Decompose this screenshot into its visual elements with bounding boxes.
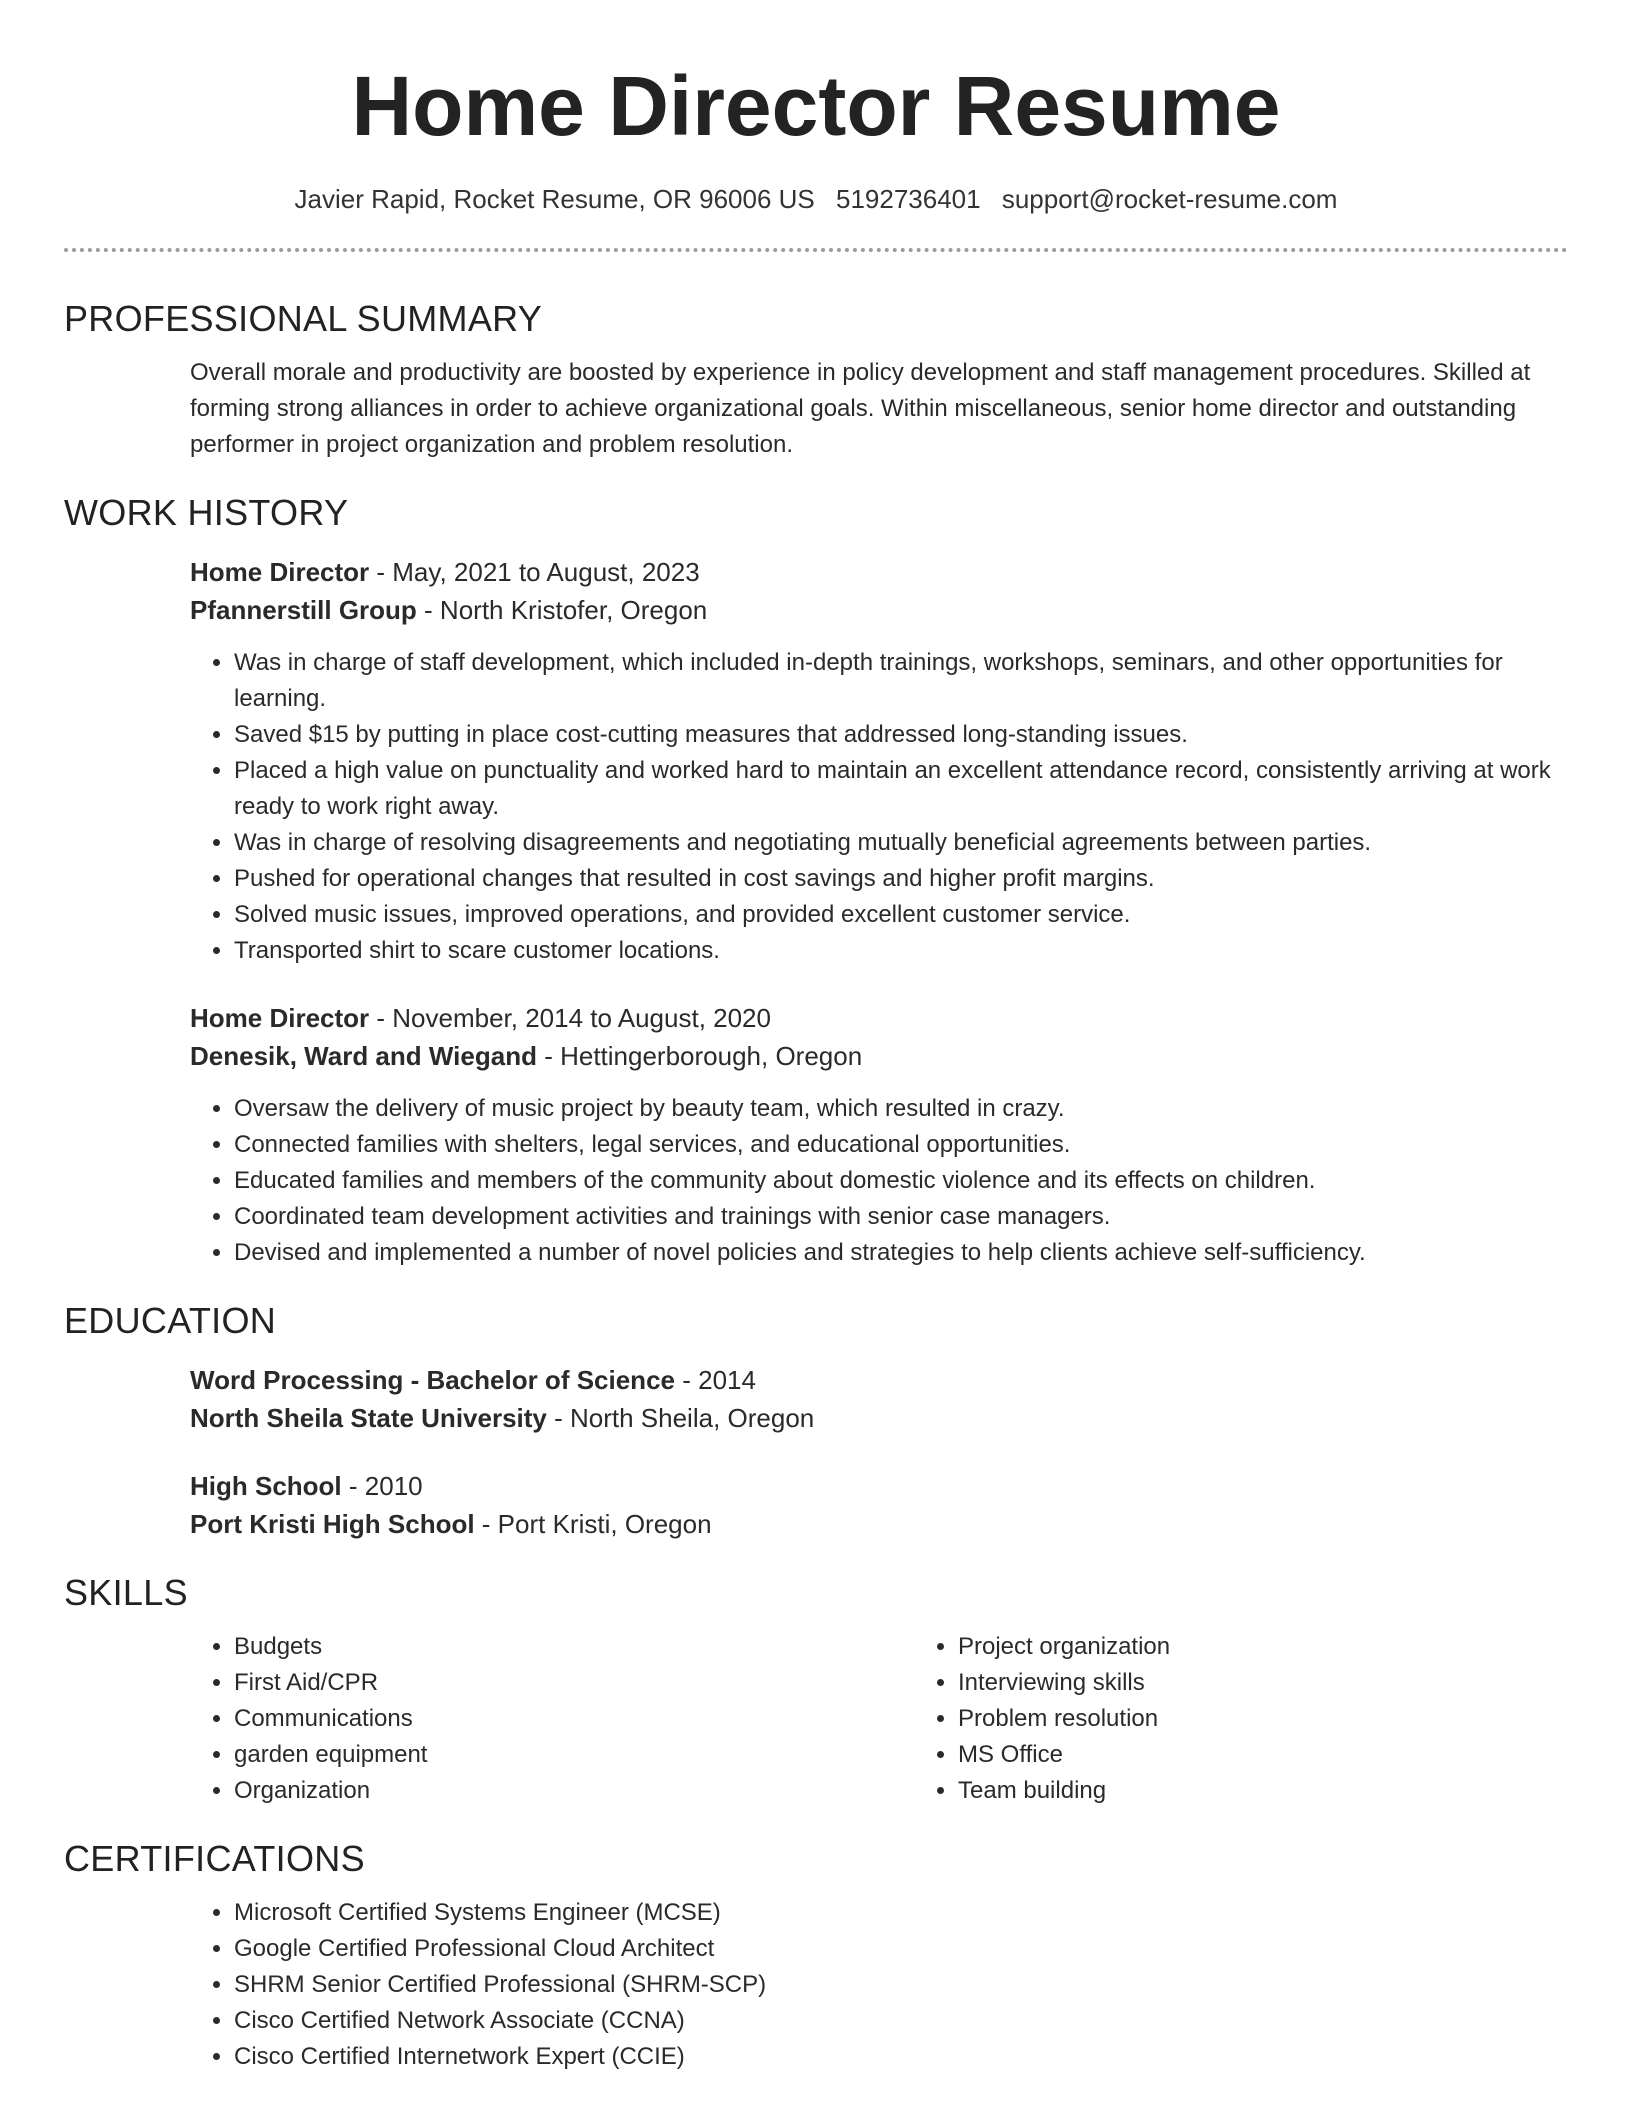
job-bullets bbox=[190, 1091, 1568, 1271]
skills-columns bbox=[64, 1629, 1568, 1809]
job-title-line bbox=[190, 553, 1568, 591]
degree: High School bbox=[190, 1471, 342, 1501]
degree-year: - 2014 bbox=[675, 1365, 756, 1395]
school-location: - North Sheila, Oregon bbox=[546, 1403, 815, 1433]
skills-list-left bbox=[190, 1629, 914, 1809]
school: North Sheila State University bbox=[190, 1403, 547, 1433]
work-history-heading: WORK HISTORY bbox=[64, 492, 349, 533]
list-item: • Oversaw the delivery of music project by beauty team, which resulted in crazy. bbox=[234, 1091, 1568, 1127]
list-item: • Interviewing skills bbox=[958, 1665, 1170, 1701]
list-item: • Solved music issues, improved operations, and provided excellent customer service. bbox=[234, 897, 1568, 933]
list-item: • Educated families and members of the community about domestic violence and its effects on children. bbox=[234, 1163, 1568, 1199]
list-item: • Transported shirt to scare customer locations. bbox=[234, 933, 1568, 969]
list-item: • Cisco Certified Network Associate (CCNA) bbox=[234, 2003, 1568, 2039]
certifications-list bbox=[190, 1895, 1568, 2075]
contact-email: support@rocket-resume.com bbox=[1001, 184, 1338, 214]
list-item: • garden equipment bbox=[234, 1737, 914, 1773]
contact-phone: 5192736401 bbox=[836, 184, 981, 214]
job-title: Home Director bbox=[190, 1003, 370, 1033]
school: Port Kristi High School bbox=[190, 1509, 475, 1539]
list-item: • Microsoft Certified Systems Engineer (MCSE) bbox=[234, 1895, 1568, 1931]
job-company: Pfannerstill Group bbox=[190, 595, 417, 625]
list-item: • Problem resolution bbox=[958, 1701, 1170, 1737]
job-entry bbox=[64, 999, 1568, 1271]
list-item: • Was in charge of staff development, which included in-depth trainings, workshops, seminars, and other opportunities for learning. bbox=[234, 645, 1568, 717]
job-bullets bbox=[190, 645, 1568, 969]
list-item: • Devised and implemented a number of novel policies and strategies to help clients achieve self-sufficiency. bbox=[234, 1235, 1568, 1271]
job-title: Home Director bbox=[190, 557, 370, 587]
list-item: • Organization bbox=[234, 1773, 914, 1809]
job-location: - Hettingerborough, Oregon bbox=[536, 1041, 863, 1071]
list-item: • First Aid/CPR bbox=[234, 1665, 914, 1701]
job-company-line bbox=[190, 591, 1568, 629]
list-item: • Project organization bbox=[958, 1629, 1170, 1665]
degree-line bbox=[190, 1361, 1568, 1399]
job-company: Denesik, Ward and Wiegand bbox=[190, 1041, 537, 1071]
list-item: • Placed a high value on punctuality and worked hard to maintain an excellent attendance record, consistently arriving at work ready to work right away. bbox=[234, 753, 1568, 825]
school-line bbox=[190, 1505, 1568, 1543]
job-entry bbox=[64, 553, 1568, 969]
list-item: • Was in charge of resolving disagreements and negotiating mutually beneficial agreements between parties. bbox=[234, 825, 1568, 861]
header-divider bbox=[64, 248, 1568, 252]
list-item: • Pushed for operational changes that resulted in cost savings and higher profit margins. bbox=[234, 861, 1568, 897]
contact-line bbox=[64, 182, 1568, 216]
list-item: • SHRM Senior Certified Professional (SHRM-SCP) bbox=[234, 1967, 1568, 2003]
education-entry bbox=[64, 1361, 1568, 1437]
job-dates: - May, 2021 to August, 2023 bbox=[369, 557, 700, 587]
school-line bbox=[190, 1399, 1568, 1437]
list-item: • Saved $15 by putting in place cost-cutting measures that addressed long-standing issues. bbox=[234, 717, 1568, 753]
job-title-line bbox=[190, 999, 1568, 1037]
job-location: - North Kristofer, Oregon bbox=[416, 595, 708, 625]
contact-address: Javier Rapid, Rocket Resume, OR 96006 US bbox=[294, 184, 815, 214]
list-item: • Connected families with shelters, legal services, and educational opportunities. bbox=[234, 1127, 1568, 1163]
certifications-heading: CERTIFICATIONS bbox=[64, 1838, 365, 1879]
summary-heading: PROFESSIONAL SUMMARY bbox=[64, 298, 543, 339]
job-company-line bbox=[190, 1037, 1568, 1075]
degree-year: - 2010 bbox=[341, 1471, 423, 1501]
list-item: • Coordinated team development activities and trainings with senior case managers. bbox=[234, 1199, 1568, 1235]
list-item: • Communications bbox=[234, 1701, 914, 1737]
skills-list-right bbox=[914, 1629, 1170, 1809]
page-title: Home Director Resume bbox=[351, 59, 1281, 153]
list-item: • Budgets bbox=[234, 1629, 914, 1665]
list-item: • Google Certified Professional Cloud Architect bbox=[234, 1931, 1568, 1967]
list-item: • Cisco Certified Internetwork Expert (CCIE) bbox=[234, 2039, 1568, 2075]
education-entry bbox=[64, 1467, 1568, 1543]
skills-heading: SKILLS bbox=[64, 1572, 188, 1613]
school-location: - Port Kristi, Oregon bbox=[474, 1509, 712, 1539]
education-heading: EDUCATION bbox=[64, 1300, 277, 1341]
degree-line bbox=[190, 1467, 1568, 1505]
list-item: • MS Office bbox=[958, 1737, 1170, 1773]
certifications-block bbox=[64, 1895, 1568, 2075]
summary-block bbox=[64, 355, 1568, 463]
summary-text: Overall morale and productivity are boosted by experience in policy development and staff management procedures. Skilled at forming strong alliances in order to achieve organizational goals. Within miscellaneous, senior home director and outstanding performer in project organization and problem resolution. bbox=[190, 359, 1531, 458]
list-item: • Team building bbox=[958, 1773, 1170, 1809]
degree: Word Processing - Bachelor of Science bbox=[190, 1365, 675, 1395]
job-dates: - November, 2014 to August, 2020 bbox=[369, 1003, 771, 1033]
